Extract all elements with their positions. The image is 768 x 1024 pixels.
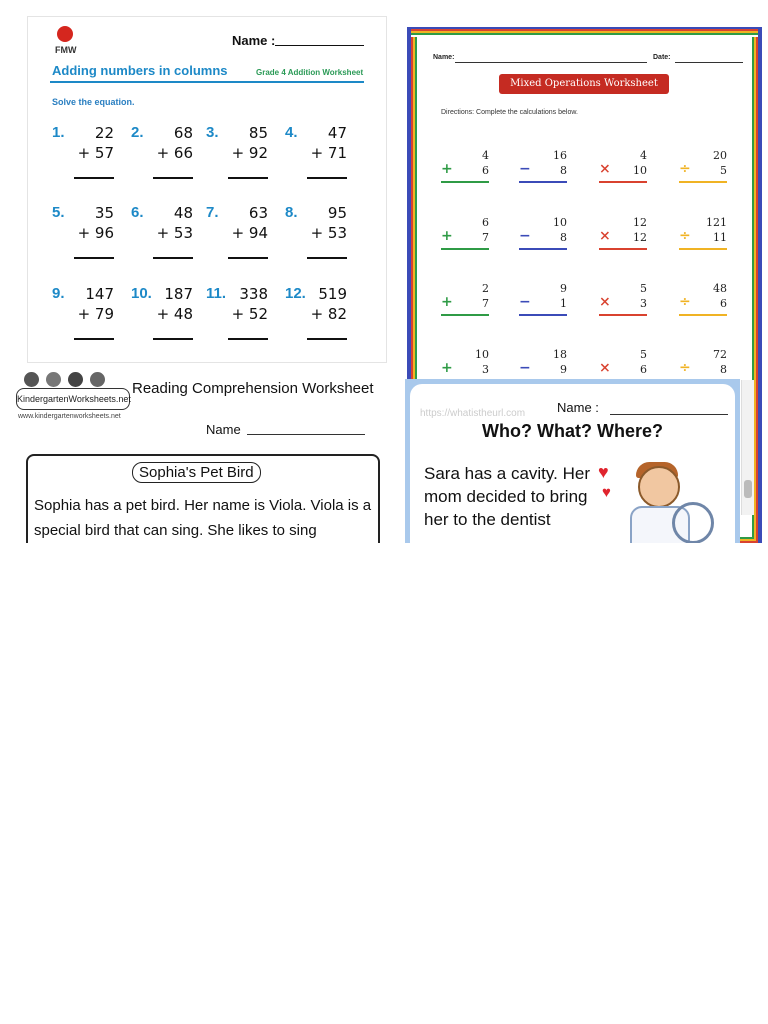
answer-line[interactable] [679, 314, 727, 316]
operator-sign: − [519, 161, 531, 177]
operand-bottom: 10 [633, 164, 647, 177]
operator-sign: ÷ [679, 360, 691, 376]
operand-bottom: 1 [560, 297, 567, 310]
operator-sign: × [599, 161, 611, 177]
operation-problem [599, 282, 651, 322]
answer-line[interactable] [599, 314, 647, 316]
site-url: www.kindergartenworksheets.net [18, 413, 121, 420]
kid-icon [24, 372, 39, 387]
operator-sign: × [599, 360, 611, 376]
addition-worksheet[interactable] [27, 16, 387, 363]
answer-line[interactable] [519, 181, 567, 183]
title-rule [50, 81, 364, 83]
worksheet-card [410, 384, 735, 543]
operand-top: 10 [475, 348, 489, 361]
answer-line[interactable] [441, 314, 489, 316]
operation-problem [441, 282, 493, 322]
addend-bottom: + 57 [77, 144, 114, 162]
addend-top: 68 [173, 124, 193, 142]
operand-top: 18 [553, 348, 567, 361]
operand-bottom: 8 [560, 164, 567, 177]
name-line [275, 45, 364, 46]
addition-problem [285, 202, 355, 260]
fmw-logo-icon [57, 26, 73, 42]
operator-sign: + [441, 228, 453, 244]
fmw-logo-text: FMW [55, 45, 77, 55]
addend-top: 47 [327, 124, 347, 142]
answer-line[interactable] [441, 248, 489, 250]
addend-top: 63 [248, 204, 268, 222]
doctor-face-icon [638, 466, 680, 508]
addend-bottom: + 71 [310, 144, 347, 162]
answer-line[interactable] [74, 177, 114, 179]
addition-problem [206, 283, 276, 341]
worksheet-title: Mixed Operations Worksheet [499, 74, 669, 94]
operand-top: 16 [553, 149, 567, 162]
name-label: Name: [433, 54, 455, 61]
problem-number: 11. [206, 285, 227, 302]
answer-line[interactable] [679, 248, 727, 250]
answer-line[interactable] [228, 257, 268, 259]
name-label: Name : [232, 33, 276, 48]
operator-sign: ÷ [679, 228, 691, 244]
name-label: Name [206, 422, 241, 437]
operation-problem [599, 216, 651, 256]
operation-problem [519, 149, 571, 189]
heart-icon: ♥ [602, 484, 611, 501]
operand-bottom: 5 [720, 164, 727, 177]
operator-sign: + [441, 294, 453, 310]
operand-bottom: 7 [482, 297, 489, 310]
operand-bottom: 6 [720, 297, 727, 310]
addend-bottom: + 96 [77, 224, 114, 242]
scrollbar[interactable] [741, 380, 754, 515]
addend-bottom: + 48 [156, 305, 193, 323]
problem-number: 2. [131, 124, 144, 141]
answer-line[interactable] [307, 338, 347, 340]
operand-bottom: 12 [633, 231, 647, 244]
problem-number: 9. [52, 285, 65, 302]
operand-bottom: 8 [560, 231, 567, 244]
operand-top: 121 [706, 216, 727, 229]
operator-sign: − [519, 228, 531, 244]
kid-icon [46, 372, 61, 387]
operation-problem [519, 216, 571, 256]
worksheet-title: Reading Comprehension Worksheet [132, 380, 374, 397]
scrollbar-thumb[interactable] [744, 480, 752, 498]
operand-bottom: 7 [482, 231, 489, 244]
operand-bottom: 6 [482, 164, 489, 177]
stethoscope-icon [672, 502, 714, 543]
name-label: Name : [557, 400, 599, 415]
addition-problem [131, 122, 201, 180]
story-text: Sara has a cavity. Her mom decided to bring her to the dentist [424, 464, 590, 529]
watermark-text: https://whatistheurl.com [420, 408, 526, 419]
addend-bottom: + 53 [310, 224, 347, 242]
problem-number: 8. [285, 204, 298, 221]
operation-problem [599, 149, 651, 189]
operation-problem [679, 282, 731, 322]
heart-icon: ♥ [598, 462, 609, 482]
addend-bottom: + 79 [77, 305, 114, 323]
date-label: Date: [653, 54, 671, 61]
addend-top: 187 [164, 285, 193, 303]
problem-number: 3. [206, 124, 219, 141]
addend-top: 95 [327, 204, 347, 222]
answer-line[interactable] [519, 314, 567, 316]
operand-top: 4 [482, 149, 489, 162]
worksheet-title: Who? What? Where? [482, 421, 663, 441]
operator-sign: ÷ [679, 161, 691, 177]
addition-problem [206, 122, 276, 180]
name-line [610, 414, 728, 415]
addend-top: 519 [318, 285, 347, 303]
addition-problem [131, 283, 201, 341]
operand-top: 72 [713, 348, 727, 361]
addition-problem [206, 202, 276, 260]
addend-top: 48 [173, 204, 193, 222]
operand-bottom: 8 [720, 363, 727, 376]
kid-icon [68, 372, 83, 387]
operand-top: 5 [640, 282, 647, 295]
problem-number: 10. [131, 285, 152, 302]
addition-problem [52, 122, 122, 180]
operation-problem [679, 149, 731, 189]
answer-line[interactable] [153, 257, 193, 259]
problem-number: 5. [52, 204, 65, 221]
addition-problem [285, 122, 355, 180]
addend-top: 338 [239, 285, 268, 303]
problem-number: 4. [285, 124, 298, 141]
answer-line[interactable] [307, 177, 347, 179]
kindergarten-logo: KindergartenWorksheets.net [16, 388, 130, 410]
addend-top: 35 [94, 204, 114, 222]
addend-bottom: + 66 [156, 144, 193, 162]
operator-sign: + [441, 161, 453, 177]
operand-bottom: 3 [482, 363, 489, 376]
name-line [455, 62, 647, 63]
problem-number: 12. [285, 285, 306, 302]
addition-problem [285, 283, 355, 341]
instruction-text: Solve the equation. [52, 97, 135, 107]
operand-top: 2 [482, 282, 489, 295]
problem-number: 1. [52, 124, 65, 141]
addend-top: 22 [94, 124, 114, 142]
answer-line[interactable] [74, 338, 114, 340]
operator-sign: − [519, 360, 531, 376]
addend-top: 85 [248, 124, 268, 142]
operand-bottom: 9 [560, 363, 567, 376]
operator-sign: ÷ [679, 294, 691, 310]
operand-top: 4 [640, 149, 647, 162]
addend-bottom: + 92 [231, 144, 268, 162]
operator-sign: − [519, 294, 531, 310]
addition-problem [52, 283, 122, 341]
addend-bottom: + 94 [231, 224, 268, 242]
answer-line[interactable] [307, 257, 347, 259]
addition-problem [52, 202, 122, 260]
answer-line[interactable] [74, 257, 114, 259]
grade-label: Grade 4 Addition Worksheet [256, 68, 364, 77]
story-title: Sophia's Pet Bird [132, 462, 261, 483]
operator-sign: × [599, 294, 611, 310]
answer-line[interactable] [599, 181, 647, 183]
operand-bottom: 11 [713, 231, 727, 244]
addition-problem [131, 202, 201, 260]
operand-top: 10 [553, 216, 567, 229]
addend-bottom: + 53 [156, 224, 193, 242]
who-what-where-worksheet[interactable] [405, 379, 740, 543]
name-line [247, 434, 365, 435]
answer-line[interactable] [228, 177, 268, 179]
addend-bottom: + 82 [310, 305, 347, 323]
date-line [675, 62, 743, 63]
answer-line[interactable] [441, 181, 489, 183]
answer-line[interactable] [679, 181, 727, 183]
operation-problem [441, 216, 493, 256]
operand-top: 5 [640, 348, 647, 361]
operand-bottom: 3 [640, 297, 647, 310]
addend-bottom: + 52 [231, 305, 268, 323]
operand-top: 6 [482, 216, 489, 229]
operation-problem [679, 216, 731, 256]
operand-top: 48 [713, 282, 727, 295]
problem-number: 7. [206, 204, 219, 221]
story-text: Sophia has a pet bird. Her name is Viola. Viola is a special bird that can sing. She likes to sing [34, 497, 372, 539]
operation-problem [519, 282, 571, 322]
answer-line[interactable] [519, 248, 567, 250]
reading-comprehension-worksheet[interactable] [14, 368, 388, 543]
operator-sign: + [441, 360, 453, 376]
operand-top: 20 [713, 149, 727, 162]
operand-top: 12 [633, 216, 647, 229]
kid-icon [90, 372, 105, 387]
operator-sign: × [599, 228, 611, 244]
worksheet-title: Adding numbers in columns [52, 63, 228, 78]
operand-top: 9 [560, 282, 567, 295]
directions-text: Directions: Complete the calculations below. [441, 109, 578, 116]
operand-bottom: 6 [640, 363, 647, 376]
addend-top: 147 [85, 285, 114, 303]
operation-problem [441, 149, 493, 189]
answer-line[interactable] [599, 248, 647, 250]
rainbow-border [411, 27, 758, 37]
answer-line[interactable] [228, 338, 268, 340]
answer-line[interactable] [153, 338, 193, 340]
answer-line[interactable] [153, 177, 193, 179]
problem-number: 6. [131, 204, 144, 221]
